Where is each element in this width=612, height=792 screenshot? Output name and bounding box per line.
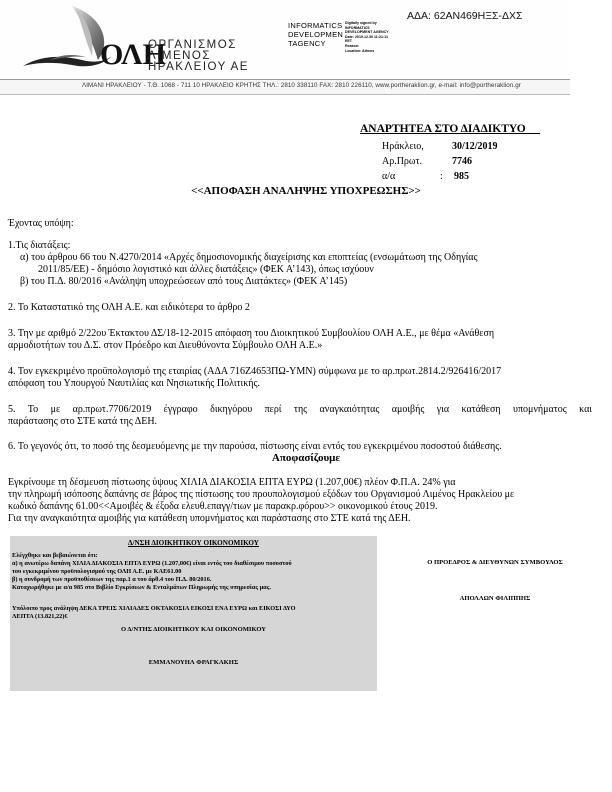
- item-5-line-2: παράστασης στο ΣΤΕ κατά της ΔΕΗ.: [8, 416, 158, 427]
- org-name-line-2: ΛΙΜΕΝΟΣ: [148, 50, 211, 62]
- item-2: 2. Το Καταστατικό της ΟΛΗ Α.Ε. και ειδικότερα το άρθρο 2: [8, 302, 250, 313]
- considering-label: Έχοντας υπόψη:: [8, 218, 74, 229]
- remaining-line-1: Υπόλοιπο προς ανάληψη ΔΕΚΑ ΤΡΕΙΣ ΧΙΛΙΑΔΕΣ ΟΚΤΑΚΟΣΙΑ ΕΙΚΟΣΙ ΕΝΑ ΕΥΡΩ και ΕΙΚΟΣΙ ΔΥΟ: [12, 605, 296, 612]
- signing-agency: [288, 21, 343, 48]
- item-1-heading: 1.Τις διατάξεις:: [8, 240, 71, 251]
- finance-a-line-2: του εγκεκριμένου προϋπολογισμού της ΟΛΗ Α.Ε. με ΚΑΕ61.00: [12, 568, 182, 575]
- checked-statement: Ελέγχθηκε και βεβαιώνεται ότι:: [12, 552, 98, 559]
- serial-number: 985: [454, 171, 469, 182]
- item-1b: β) του Π.Δ. 80/2016 «Ανάληψη υποχρεώσεων από τους Διατάκτες» (ΦΕΚ Α’145): [20, 276, 348, 287]
- sig-line: EET: [345, 39, 352, 44]
- item-6: 6. Το γεγονός ότι, το ποσό της δεσμευόμενης με την παρούσα, πίστωσης είναι εντός του εγκεκριμένου ποσοστού διάθεσης.: [8, 441, 502, 452]
- sig-line: Date: 2019.12.30 11:21:11: [345, 34, 388, 39]
- protocol-number: 7746: [452, 156, 472, 167]
- approval-line-1: Εγκρίνουμε τη δέσμευση πίστωσης ύψους ΧΙΛΙΑ ΔΙΑΚΟΣΙΑ ΕΠΤΑ ΕΥΡΩ (1.207,00€) πλέον Φ.Π.Α. 24% για: [8, 477, 456, 488]
- finance-department-panel: [10, 536, 377, 691]
- protocol-label: Αρ.Πρωτ.: [382, 156, 423, 167]
- org-name-line-3: ΗΡΑΚΛΕΙΟΥ ΑΕ: [148, 61, 249, 73]
- approval-line-3: κωδικό δαπάνης 61.00<<Αμοιβές & έξοδα ελευθ.επαγγ/τιων με παρακρ.φόρου>> οικονομικού έτους 2019.: [8, 501, 438, 512]
- director-name: ΕΜΜΑΝΟΥΗΛ ΦΡΑΓΚΑΚΗΣ: [148, 659, 239, 666]
- remaining-line-2: ΛΕΠΤΑ (13.821,22)€: [12, 613, 68, 620]
- approval-line-2: την πληρωμή ισόποσης δαπάνης σε βάρος της πίστωσης του προυπολογισμού εξόδων του Οργανισμού Λιμένος Ηρακλείου με: [8, 489, 515, 500]
- contact-address: ΛΙΜΑΝΙ ΗΡΑΚΛΕΙΟΥ - Τ.Θ. 1068 - 711 10 ΗΡΑΚΛΕΙΟ ΚΡΗΤΗΣ ΤΗΛ.: 2810 338110 FAX: 2810 226110, www.portheraklion.gr, e-mail: info@portheraklion.gr: [82, 82, 521, 89]
- item-1a-line-1: α) του άρθρου 66 του Ν.4270/2014 «Αρχές δημοσιονομικής διαχείρισης και εποπτείας (ενσωμάτωση της Οδηγίας: [20, 252, 478, 263]
- director-title: Ο Δ/ΝΤΗΣ ΔΙΟΙΚΗΤΙΚΟΥ ΚΑΙ ΟΙΚΟΝΟΜΙΚΟΥ: [120, 626, 267, 633]
- decide-heading: Αποφασίζουμε: [271, 452, 341, 464]
- item-5-line-1: 5. Το με αρ.πρωτ.7706/2019 έγγραφο δικηγόρου περί της αναγκαιότητας αμοιβής για κατάθεση υπομνήματος και: [8, 404, 592, 415]
- city-date-label: Ηράκλειο,: [382, 141, 424, 152]
- sig-line: Reason:: [345, 43, 360, 48]
- ida-code: ΑΔΑ: 62ΑΝ469ΗΞΣ-ΔΧΣ: [407, 10, 523, 22]
- agency-line-2: DEVELOPMEN: [288, 30, 344, 39]
- finance-a-line-1: α) η ανωτέρω δαπάνη ΧΙΛΙΑ ΔΙΑΚΟΣΙΑ ΕΠΤΑ ΕΥΡΩ (1.207,00€) είναι εντός του διαθέσιμου ποσοστού: [12, 560, 292, 567]
- digital-signature-details: [345, 21, 389, 53]
- item-4-line-1: 4. Τον εγκεκριμένο προϋπολογισμό της εταιρίας (ΑΔΑ 716Ζ4653ΠΩ-ΥΜΝ) σύμφωνα με το αρ.πρωτ.2814.2/926416/2017: [8, 366, 502, 377]
- posting-title: ΑΝΑΡΤΗΤΕΑ ΣΤΟ ΔΙΑΔΙΚΤΥΟ: [360, 123, 541, 135]
- organization-name: [148, 40, 249, 73]
- serial-label: α/α: [382, 171, 396, 182]
- sig-line: Digitally signed by: [345, 21, 377, 25]
- serial-separator: :: [440, 171, 443, 182]
- item-3-line-1: 3. Την με αριθμό 2/22ου Έκτακτου ΔΣ/18-12-2015 απόφαση του Διοικητικού Συμβουλίου ΟΛΗ Α.Ε., με θέμα «Ανάθεση: [8, 328, 495, 339]
- finance-panel-title: Δ/ΝΣΗ ΔΙΟΙΚΗΤΙΚΟΥ ΟΙΚΟΝΟΜΙΚΟΥ: [127, 539, 260, 547]
- approval-line-4: Για την αναγκαιότητα αμοιβής για κατάθεση υπομνήματος και παράστασης στο ΣΤΕ κατά της ΔΕΗ.: [8, 513, 411, 524]
- ceo-name: ΑΠΟΛΛΩΝ ΦΙΛΙΠΠΗΣ: [459, 595, 531, 602]
- ceo-title: Ο ΠΡΟΕΔΡΟΣ & ΔΙΕΥΘΥΝΩΝ ΣΥΜΒΟΥΛΟΣ: [427, 559, 563, 566]
- finance-b-line: β) η συνδρομή των προϋποθέσεων της παρ.1 α του άρθ.4 του Π.Δ. 80/2016.: [12, 576, 212, 583]
- sig-line: Location: Athens: [345, 48, 375, 53]
- document-date: 30/12/2019: [452, 141, 498, 152]
- agency-line-3: TAGENCY: [288, 39, 326, 48]
- item-1a-line-2: 2011/85/ΕΕ) - δημόσιο λογιστικό και άλλες διατάξεις» (ΦΕΚ Α’143), όπως ισχύουν: [38, 264, 374, 275]
- sig-line: DEVELOPMENT AGENCY: [345, 30, 389, 35]
- item-4-line-2: απόφαση του Υπουργού Ναυτιλίας και Νησιωτικής Πολιτικής.: [8, 378, 260, 389]
- item-3-line-2: αρμοδιοτήτων του Δ.Σ. στον Πρόεδρο και Διευθύνοντα Σύμβουλο ΟΛΗ Α.Ε.»: [8, 340, 323, 351]
- org-name-line-1: ΟΡΓΑΝΙΣΜΟΣ: [148, 39, 237, 51]
- agency-line-1: INFORMATICS: [288, 21, 343, 30]
- sig-line: INFORMATICS: [345, 25, 370, 30]
- registered-statement: Καταχωρήθηκε με α/α 985 στο Βιβλίο Εγκρίσεων & Ενταλμάτων Πληρωμής της υπηρεσίας μας.: [12, 584, 271, 591]
- logo-monogram: ΟΛΗ: [100, 38, 166, 71]
- decision-title: <<ΑΠΟΦΑΣΗ ΑΝΑΛΗΨΗΣ ΥΠΟΧΡΕΩΣΗΣ>>: [191, 185, 421, 197]
